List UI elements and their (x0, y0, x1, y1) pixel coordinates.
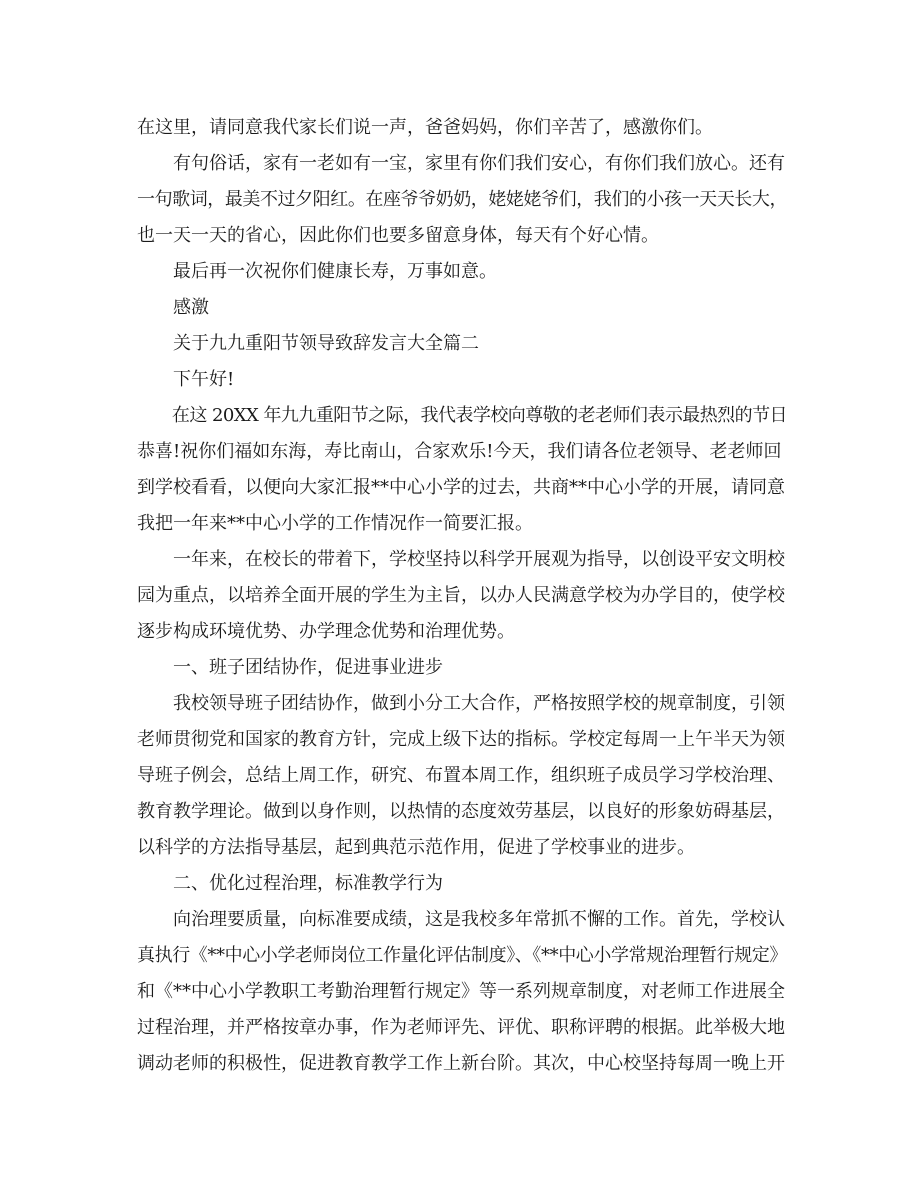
text-line: 调动老师的积极性，促进教育教学工作上新台阶。其次，中心校坚持每周一晚上开 (137, 1053, 785, 1074)
text-line: 有句俗话，家有一老如有一宝，家里有你们我们安心，有你们我们放心。还有 (137, 153, 785, 174)
text-line: 感激 (137, 297, 209, 318)
text-line: 在这里，请同意我代家长们说一声，爸爸妈妈，你们辛苦了，感激你们。 (137, 117, 713, 138)
text-line: 逐步构成环境优势、办学理念优势和治理优势。 (137, 621, 515, 642)
text-line: 到学校看看，以便向大家汇报**中心小学的过去，共商**中心小学的开展，请同意 (137, 477, 785, 498)
text-line: 我把一年来**中心小学的工作情况作一简要汇报。 (137, 513, 533, 534)
section-heading: 一、班子团结协作，促进事业进步 (137, 657, 443, 678)
text-line: 以科学的方法指导基层，起到典范示范作用，促进了学校事业的进步。 (137, 837, 695, 858)
text-line: 也一天一天的省心，因此你们也要多留意身体，每天有个好心情。 (137, 225, 659, 246)
text-line: 过程治理，并严格按章办事，作为老师评先、评优、职称评聘的根据。此举极大地 (137, 1017, 785, 1038)
text-line: 向治理要质量，向标准要成绩，这是我校多年常抓不懈的工作。首先，学校认 (137, 909, 785, 930)
text-line: 在这 20XX 年九九重阳节之际，我代表学校向尊敬的老老师们表示最热烈的节日 (137, 405, 787, 426)
text-line: 最后再一次祝你们健康长寿，万事如意。 (137, 261, 497, 282)
section-title: 关于九九重阳节领导致辞发言大全篇二 (137, 333, 479, 354)
document-body (137, 110, 787, 1082)
text-line: 教育教学理论。做到以身作则，以热情的态度效劳基层，以良好的形象妨碍基层， (137, 801, 785, 822)
text-line: 老师贯彻党和国家的教育方针，完成上级下达的指标。学校定每周一上午半天为领 (137, 729, 785, 750)
text-line: 园为重点，以培养全面开展的学生为主旨，以办人民满意学校为办学目的，使学校 (137, 585, 785, 606)
text-line: 和《**中心小学教职工考勤治理暂行规定》等一系列规章制度，对老师工作进展全 (137, 981, 785, 1002)
text-line: 真执行《**中心小学老师岗位工作量化评估制度》、《**中心小学常规治理暂行规定》 (137, 945, 787, 966)
section-heading: 二、优化过程治理，标准教学行为 (137, 873, 443, 894)
text-line: 导班子例会，总结上周工作，研究、布置本周工作，组织班子成员学习学校治理、 (137, 765, 785, 786)
text-line: 我校领导班子团结协作，做到小分工大合作，严格按照学校的规章制度，引领 (137, 693, 785, 714)
text-line: 一句歌词，最美不过夕阳红。在座爷爷奶奶，姥姥姥爷们，我们的小孩一天天长大， (137, 189, 788, 210)
text-line: 一年来，在校长的带着下，学校坚持以科学开展观为指导，以创设平安文明校 (137, 549, 785, 570)
text-line: 恭喜!祝你们福如东海，寿比南山，合家欢乐!今天，我们请各位老领导、老老师回 (137, 441, 782, 462)
text-line: 下午好! (137, 369, 235, 390)
